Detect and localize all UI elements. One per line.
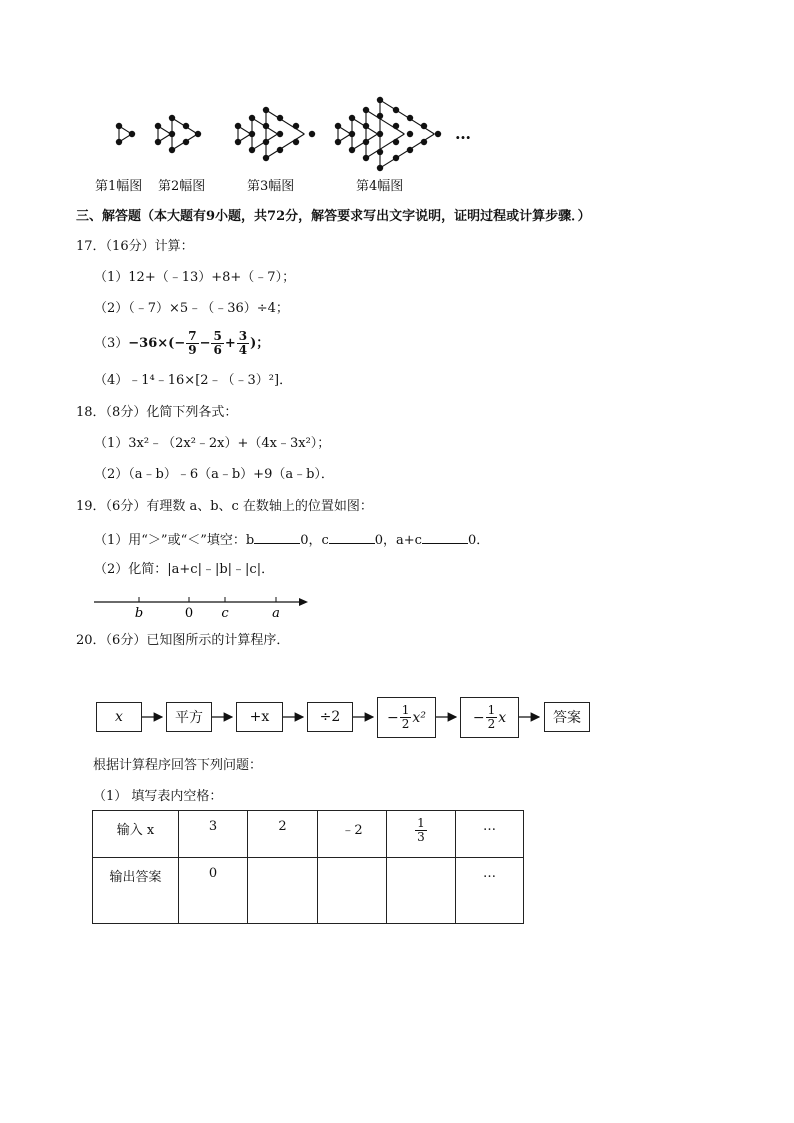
dot [421, 139, 427, 145]
table-output-3[interactable] [318, 858, 387, 924]
flow-box-minus-half-x-squared [377, 697, 436, 738]
dot [155, 139, 161, 145]
flow-box-divide-2: ÷2 [307, 702, 353, 732]
dot [277, 131, 283, 137]
table-output-4[interactable] [387, 858, 456, 924]
flow-box5-tail: x² [412, 709, 426, 726]
q18-stem: 18．（8分）化简下列各式： [76, 405, 238, 420]
figure-label-3: 第3幅图 [247, 179, 295, 194]
q17-part3-plus: + [224, 335, 236, 351]
dot [277, 147, 283, 153]
dot [363, 139, 369, 145]
dot [377, 165, 383, 171]
dot [263, 107, 269, 113]
flow-box6-minus: − [472, 709, 485, 726]
dot [195, 131, 201, 137]
dot [377, 97, 383, 103]
table-input-ellipsis: … [456, 811, 524, 858]
dot [393, 107, 399, 113]
dot [421, 123, 427, 129]
q17-fraction-5-6: $\frac{5}{6}$ [213, 329, 222, 357]
flow-box-minus-half-x [460, 697, 519, 738]
table-output-ellipsis: … [456, 858, 524, 924]
blank-c[interactable] [329, 531, 375, 544]
q19-part1-text-c: 0，a+c [374, 533, 422, 548]
table-output-2[interactable] [248, 858, 318, 924]
q19-part1-text-a: （1）用“＞”或“＜”填空：b [94, 533, 255, 548]
table-fraction-1-3: $\frac{1}{3}$ [417, 816, 425, 844]
dot [235, 139, 241, 145]
figure-label-2: 第2幅图 [158, 179, 206, 194]
flow-box6-fraction: $\frac{1}{2}$ [487, 703, 496, 731]
dot [377, 149, 383, 155]
dot [335, 123, 341, 129]
q17-stem: 17．（16分）计算： [76, 239, 194, 254]
dot [263, 139, 269, 145]
section-heading: 三、解答题（本大题有9小题，共72分，解答要求写出文字说明，证明过程或计算步骤．） [76, 209, 591, 224]
dot [335, 139, 341, 145]
table-row-input [93, 811, 524, 858]
dot [435, 131, 441, 137]
flow-box-square: 平方 [166, 702, 212, 732]
table-row-output [93, 858, 524, 924]
flow-box5-fraction: $\frac{1}{2}$ [401, 703, 410, 731]
dot [169, 115, 175, 121]
q19-part2: （2）化简：|a+c|﹣|b|﹣|c|． [94, 562, 275, 577]
dot [309, 131, 315, 137]
dot [407, 115, 413, 121]
number-line-arrow [299, 598, 308, 606]
dot [363, 107, 369, 113]
q20-sub1: （1） 填写表内空格： [93, 789, 223, 804]
figure-label-4: 第4幅图 [356, 179, 404, 194]
q19-stem: 19．（6分）有理数 a、b、c 在数轴上的位置如图： [76, 499, 373, 514]
dot [129, 131, 135, 137]
dot [407, 147, 413, 153]
axis-label-zero: 0 [184, 606, 194, 621]
table-output-1: 0 [179, 858, 248, 924]
dot [169, 131, 175, 137]
table-header-input: 输入 x [93, 811, 179, 858]
flow-box5-minus: − [387, 709, 399, 726]
q17-fraction-3-4: $\frac{3}{4}$ [238, 329, 248, 357]
q19-part1-text-d: 0． [467, 533, 490, 548]
table-header-output: 输出答案 [93, 858, 179, 924]
dot [377, 113, 383, 119]
axis-label-b: b [134, 606, 144, 621]
dot [393, 155, 399, 161]
blank-a-plus-c[interactable] [422, 531, 468, 544]
q20-instruction: 根据计算程序回答下列问题： [93, 758, 263, 773]
table-input-1: 3 [179, 811, 248, 858]
dot [293, 139, 299, 145]
dot [377, 131, 383, 137]
q17-part2: （2）（﹣7）×5﹣（﹣36）÷4； [94, 301, 289, 316]
table-input-4 [387, 811, 456, 858]
dot [183, 139, 189, 145]
dot-pattern-figures [0, 0, 794, 200]
axis-label-c: c [221, 606, 229, 621]
blank-b[interactable] [254, 531, 300, 544]
q18-part2: （2）（a﹣b）﹣6（a﹣b）+9（a﹣b）． [94, 467, 334, 482]
dot [349, 147, 355, 153]
q17-fraction-7-9: $\frac{7}{9}$ [188, 329, 197, 357]
q17-part3-lead: −36×( [128, 335, 175, 351]
dot [249, 147, 255, 153]
io-table [92, 810, 524, 924]
figure-ellipsis: … [455, 124, 471, 143]
dot [116, 123, 122, 129]
dot [363, 155, 369, 161]
q17-part3 [94, 330, 269, 357]
figure-label-1: 第1幅图 [95, 179, 143, 194]
q19-part1-text-b: 0，c [300, 533, 329, 548]
table-input-2: 2 [248, 811, 318, 858]
flow-box-answer: 答案 [544, 702, 590, 732]
dot [407, 131, 413, 137]
flow-box-plus-x: +x [236, 702, 283, 732]
number-line [0, 590, 340, 624]
q18-part1: （1）3x²﹣（2x²﹣2x）+（4x﹣3x²）； [94, 436, 331, 451]
dot [363, 123, 369, 129]
dot [263, 155, 269, 161]
q17-part1: （1）12+（﹣13）+8+（﹣7）； [94, 270, 296, 285]
dot [249, 131, 255, 137]
dot [235, 123, 241, 129]
dot [293, 123, 299, 129]
dot [393, 123, 399, 129]
dot [263, 123, 269, 129]
dot [349, 115, 355, 121]
q20-stem: 20．（6分）已知图所示的计算程序． [76, 633, 290, 648]
flow-box6-tail: x [498, 709, 507, 726]
dot [393, 139, 399, 145]
q17-part4: （4）﹣1⁴﹣16×[2﹣（﹣3）²]． [94, 373, 293, 388]
axis-label-a: a [272, 606, 280, 621]
q19-part1 [94, 531, 489, 549]
table-input-3: ﹣2 [318, 811, 387, 858]
q17-part3-minus: − [174, 335, 186, 351]
dot [349, 131, 355, 137]
dot [116, 139, 122, 145]
q17-part3-tail: )； [250, 335, 270, 351]
dot [277, 115, 283, 121]
q17-part3-minus-2: − [199, 335, 211, 351]
flow-box-input-x: x [96, 702, 142, 732]
dot [249, 115, 255, 121]
dot [155, 123, 161, 129]
dot [183, 123, 189, 129]
q17-part3-prefix: （3） [94, 335, 129, 351]
dot [169, 147, 175, 153]
